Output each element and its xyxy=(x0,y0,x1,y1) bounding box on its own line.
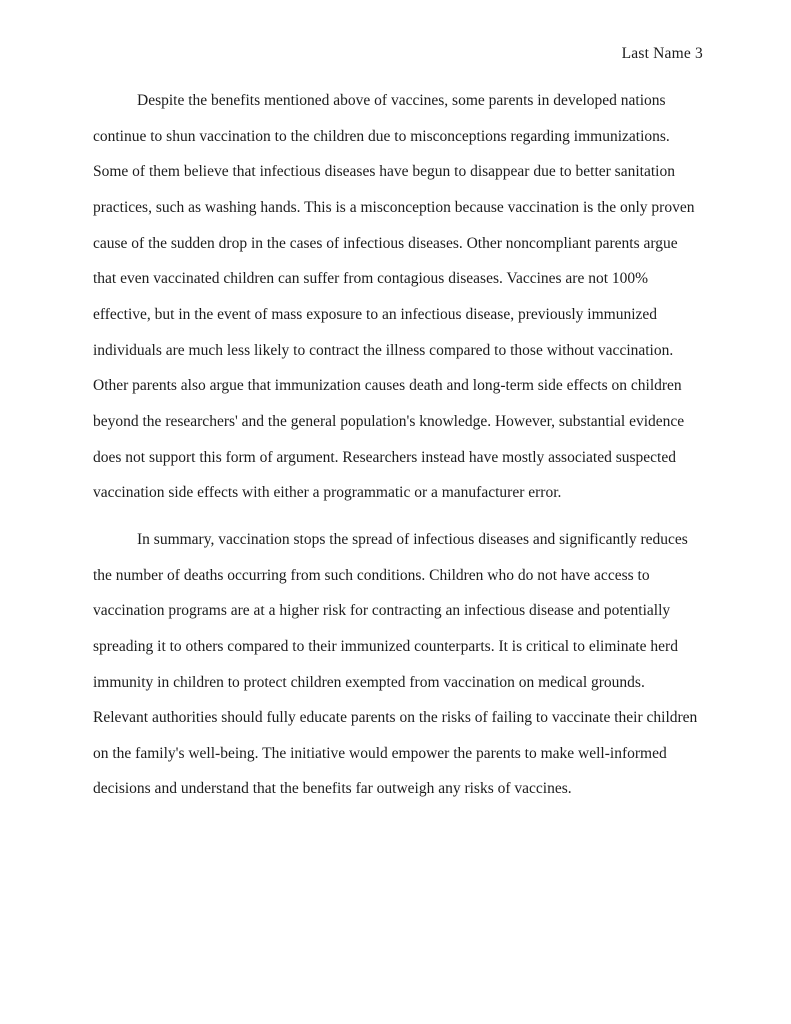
running-header xyxy=(93,44,703,63)
document-body xyxy=(93,83,700,807)
paragraph-2: In summary, vaccination stops the spread of infectious diseases and significantly reduces the number of deaths occurring from such conditions. Children who do not have access to vaccination programs are at a higher risk for contracting an infectious disease and potentially spreading it to others compared to their immunized counterparts. It is critical to eliminate herd immunity in children to protect children exempted from vaccination on medical grounds. Relevant authorities should fully educate parents on the risks of failing to vaccinate their children on the family's well-being. The initiative would empower the parents to make well-informed decisions and understand that the benefits far outweigh any risks of vaccines. xyxy=(93,530,698,798)
header-text: Last Name 3 xyxy=(621,45,703,62)
paragraph-1: Despite the benefits mentioned above of vaccines, some parents in developed nations continue to shun vaccination to the children due to misconceptions regarding immunizations. Some of them believe that infectious diseases have begun to disappear due to better sanitation practices, such as washing hands. This is a misconception because vaccination is the only proven cause of the sudden drop in the cases of infectious diseases. Other noncompliant parents argue that even vaccinated children can suffer from contagious diseases. Vaccines are not 100% effective, but in the event of mass exposure to an infectious disease, previously immunized individuals are much less likely to contract the illness compared to those without vaccination. Other parents also argue that immunization causes death and long-term side effects on children beyond the researchers' and the general population's knowledge. However, substantial evidence does not support this form of argument. Researchers instead have mostly associated suspected vaccination side effects with either a programmatic or a manufacturer error. xyxy=(93,92,695,502)
